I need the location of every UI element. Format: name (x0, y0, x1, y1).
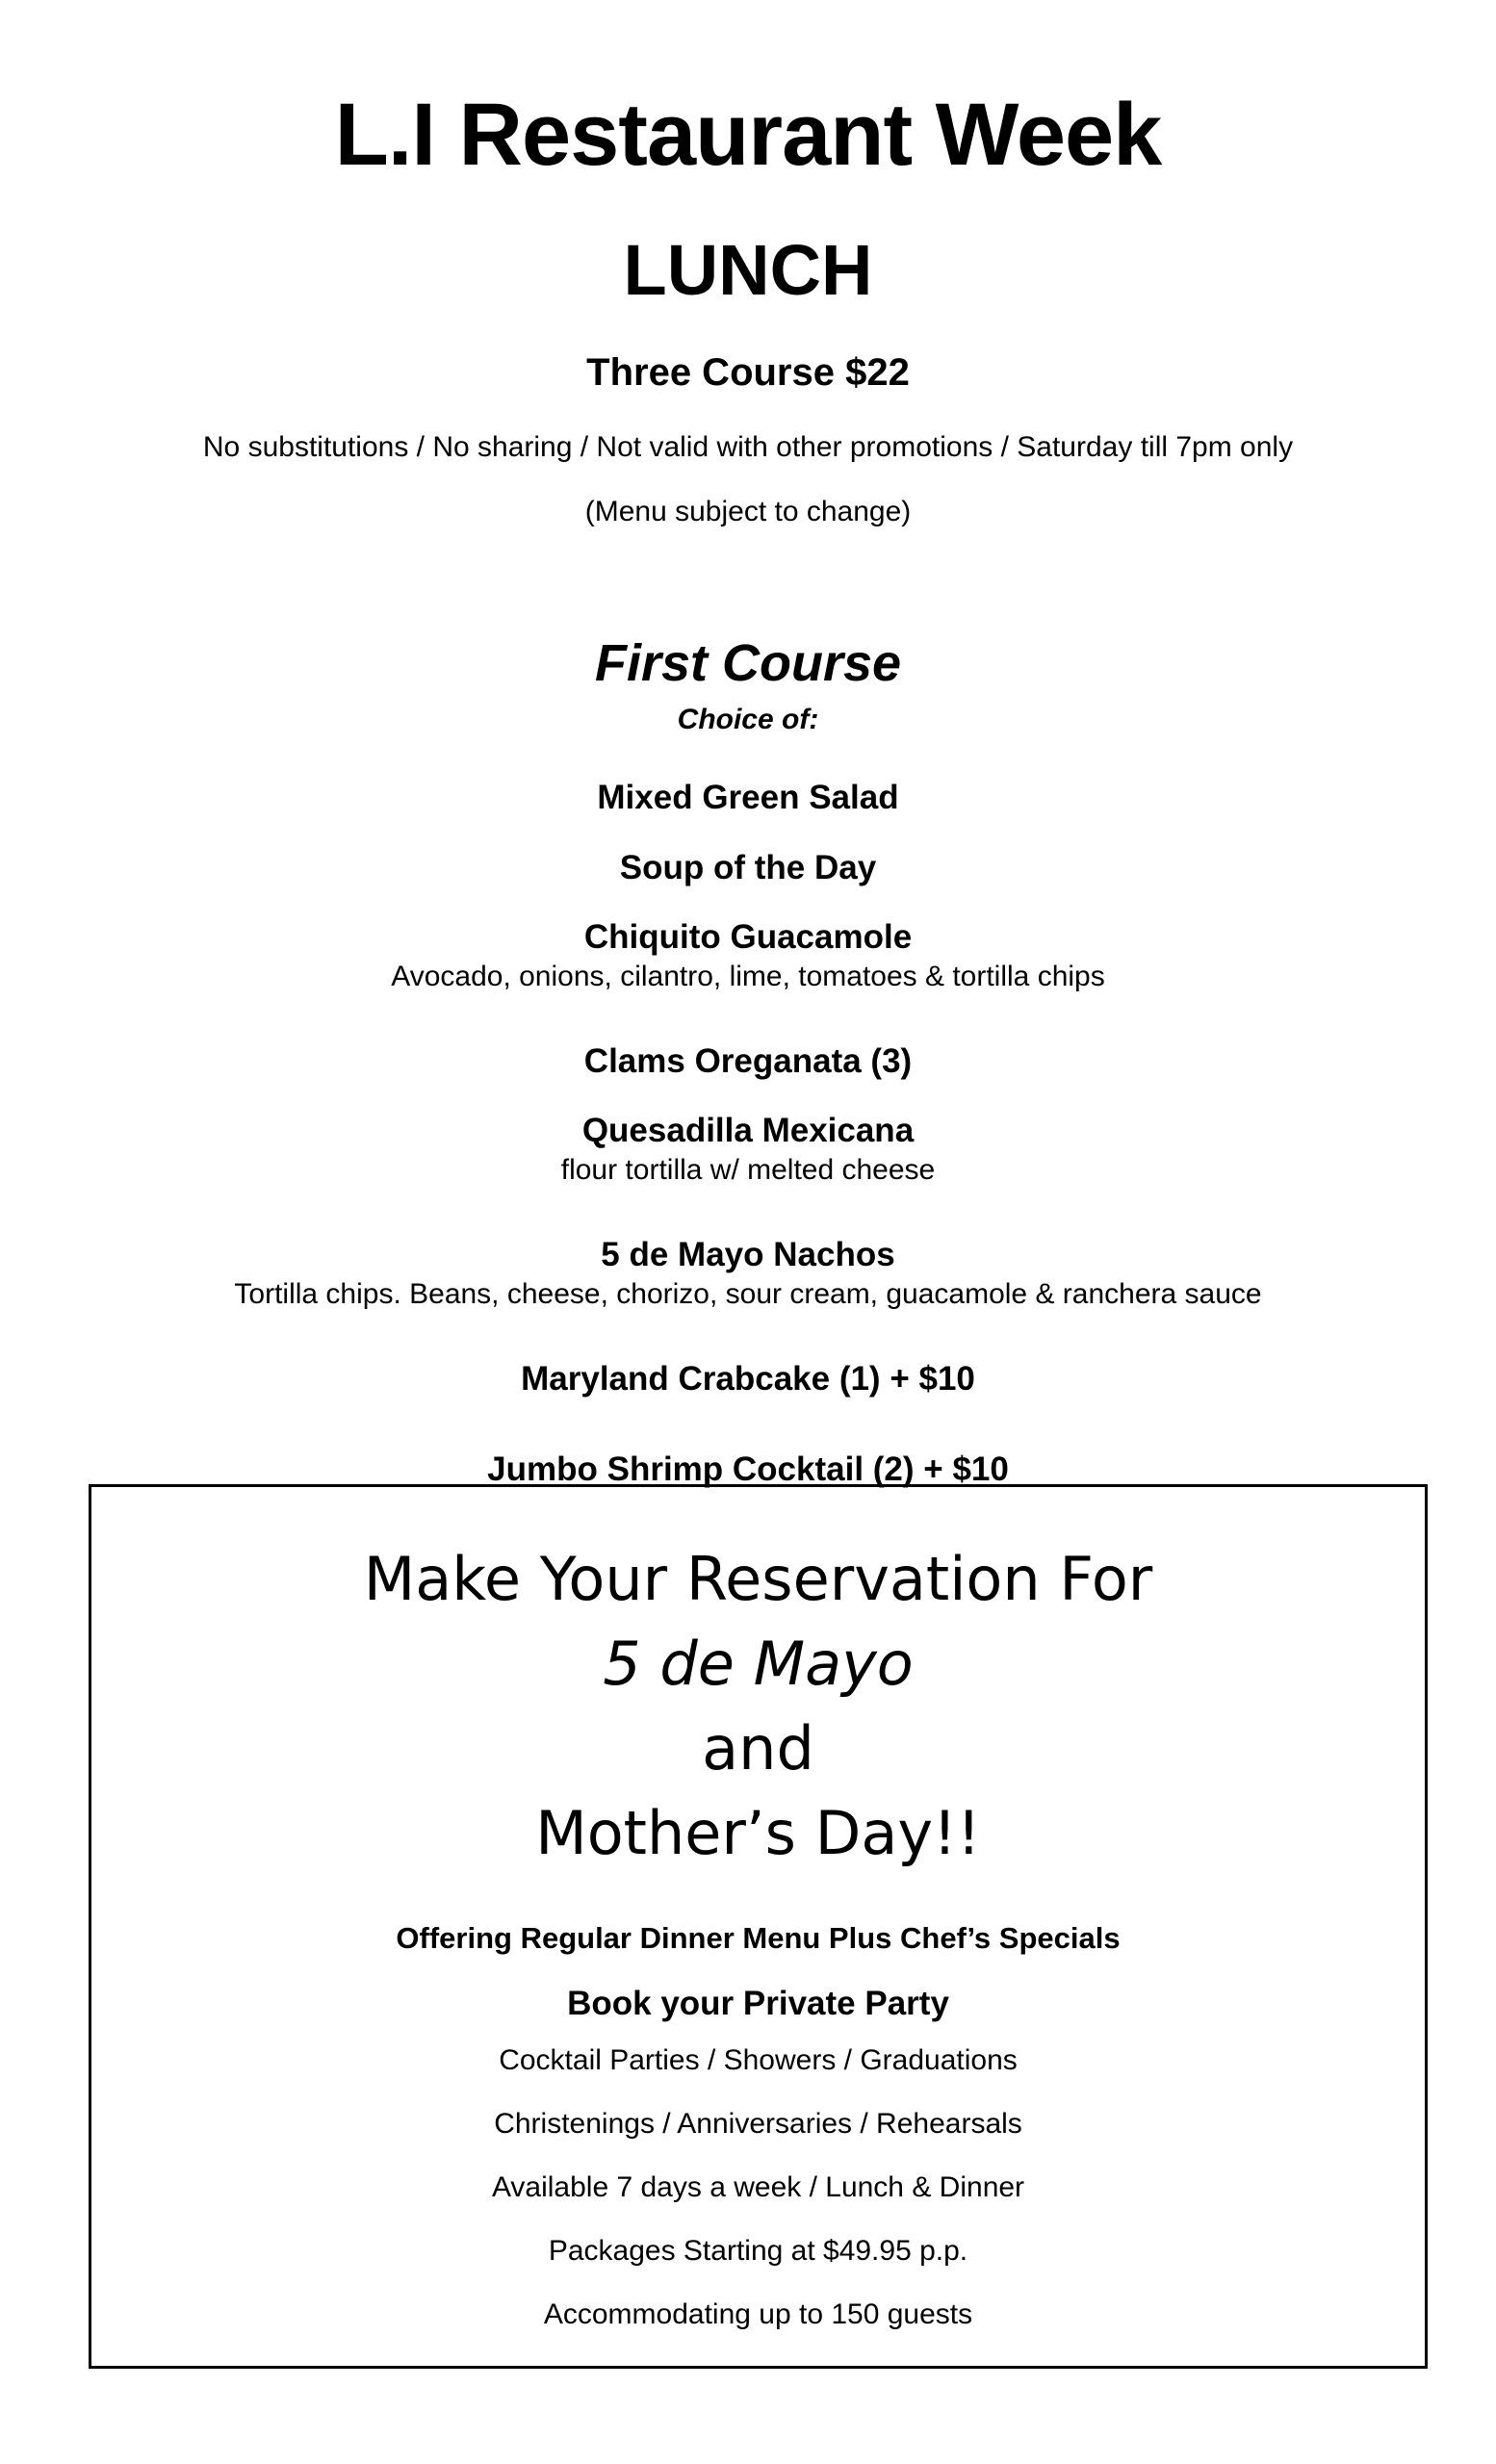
menu-item (0, 777, 1496, 819)
promo-availability: Available 7 days a week / Lunch & Dinner (491, 2171, 1025, 2203)
menu-item-desc: flour tortilla w/ melted cheese (560, 1154, 936, 1186)
menu-item-name: Clams Oreganata (3) (583, 1042, 913, 1080)
promo-line: Mother’s Day!! (535, 1798, 981, 1868)
promo-details (91, 1920, 1425, 2361)
meal-heading: LUNCH (623, 230, 873, 310)
menu-item (0, 847, 1496, 889)
page-title: L.I Restaurant Week (334, 86, 1162, 184)
promo-line: Make Your Reservation For (363, 1544, 1153, 1614)
menu-note: (Menu subject to change) (584, 496, 912, 527)
promo-headline (91, 1537, 1425, 1876)
menu-item-name: Chiquito Guacamole (583, 918, 913, 956)
menu-item (0, 916, 1496, 995)
menu-item-desc: Tortilla chips. Beans, cheese, chorizo, sour cream, guacamole & ranchera sauce (234, 1278, 1262, 1310)
promo-packages: Packages Starting at $49.95 p.p. (548, 2235, 968, 2267)
menu-item-name: Quesadilla Mexicana (581, 1112, 915, 1149)
menu-item-name: Mixed Green Salad (597, 779, 899, 816)
menu-item-name: Maryland Crabcake (1) + $10 (521, 1360, 975, 1398)
menu-item-name: Soup of the Day (619, 849, 877, 886)
menu-item-name: 5 de Mayo Nachos (601, 1236, 895, 1273)
price-heading: Three Course $22 (586, 351, 910, 394)
course-title: First Course (594, 634, 902, 692)
menu-item (0, 1110, 1496, 1189)
promo-line: and (702, 1713, 814, 1784)
promo-line-italic: 5 de Mayo (603, 1629, 914, 1699)
course-choice-label: Choice of: (677, 704, 819, 735)
menu-item (0, 1358, 1496, 1400)
menu-item (0, 1040, 1496, 1083)
promo-book-heading: Book your Private Party (567, 1985, 949, 2022)
promo-capacity: Accommodating up to 150 guests (543, 2298, 973, 2330)
promo-events-2: Christenings / Anniversaries / Rehearsals (494, 2108, 1022, 2140)
promo-events-1: Cocktail Parties / Showers / Graduations (499, 2044, 1018, 2076)
menu-item-desc: Avocado, onions, cilantro, lime, tomatoes & tortilla chips (391, 961, 1105, 992)
rules-text: No substitutions / No sharing / Not valid with other promotions / Saturday till 7pm only (202, 431, 1294, 463)
menu-item (0, 1234, 1496, 1313)
promo-box (89, 1484, 1428, 2369)
promo-offer: Offering Regular Dinner Menu Plus Chef’s Specials (396, 1921, 1121, 1955)
menu-item-name: Jumbo Shrimp Cocktail (2) + $10 (487, 1450, 1009, 1488)
